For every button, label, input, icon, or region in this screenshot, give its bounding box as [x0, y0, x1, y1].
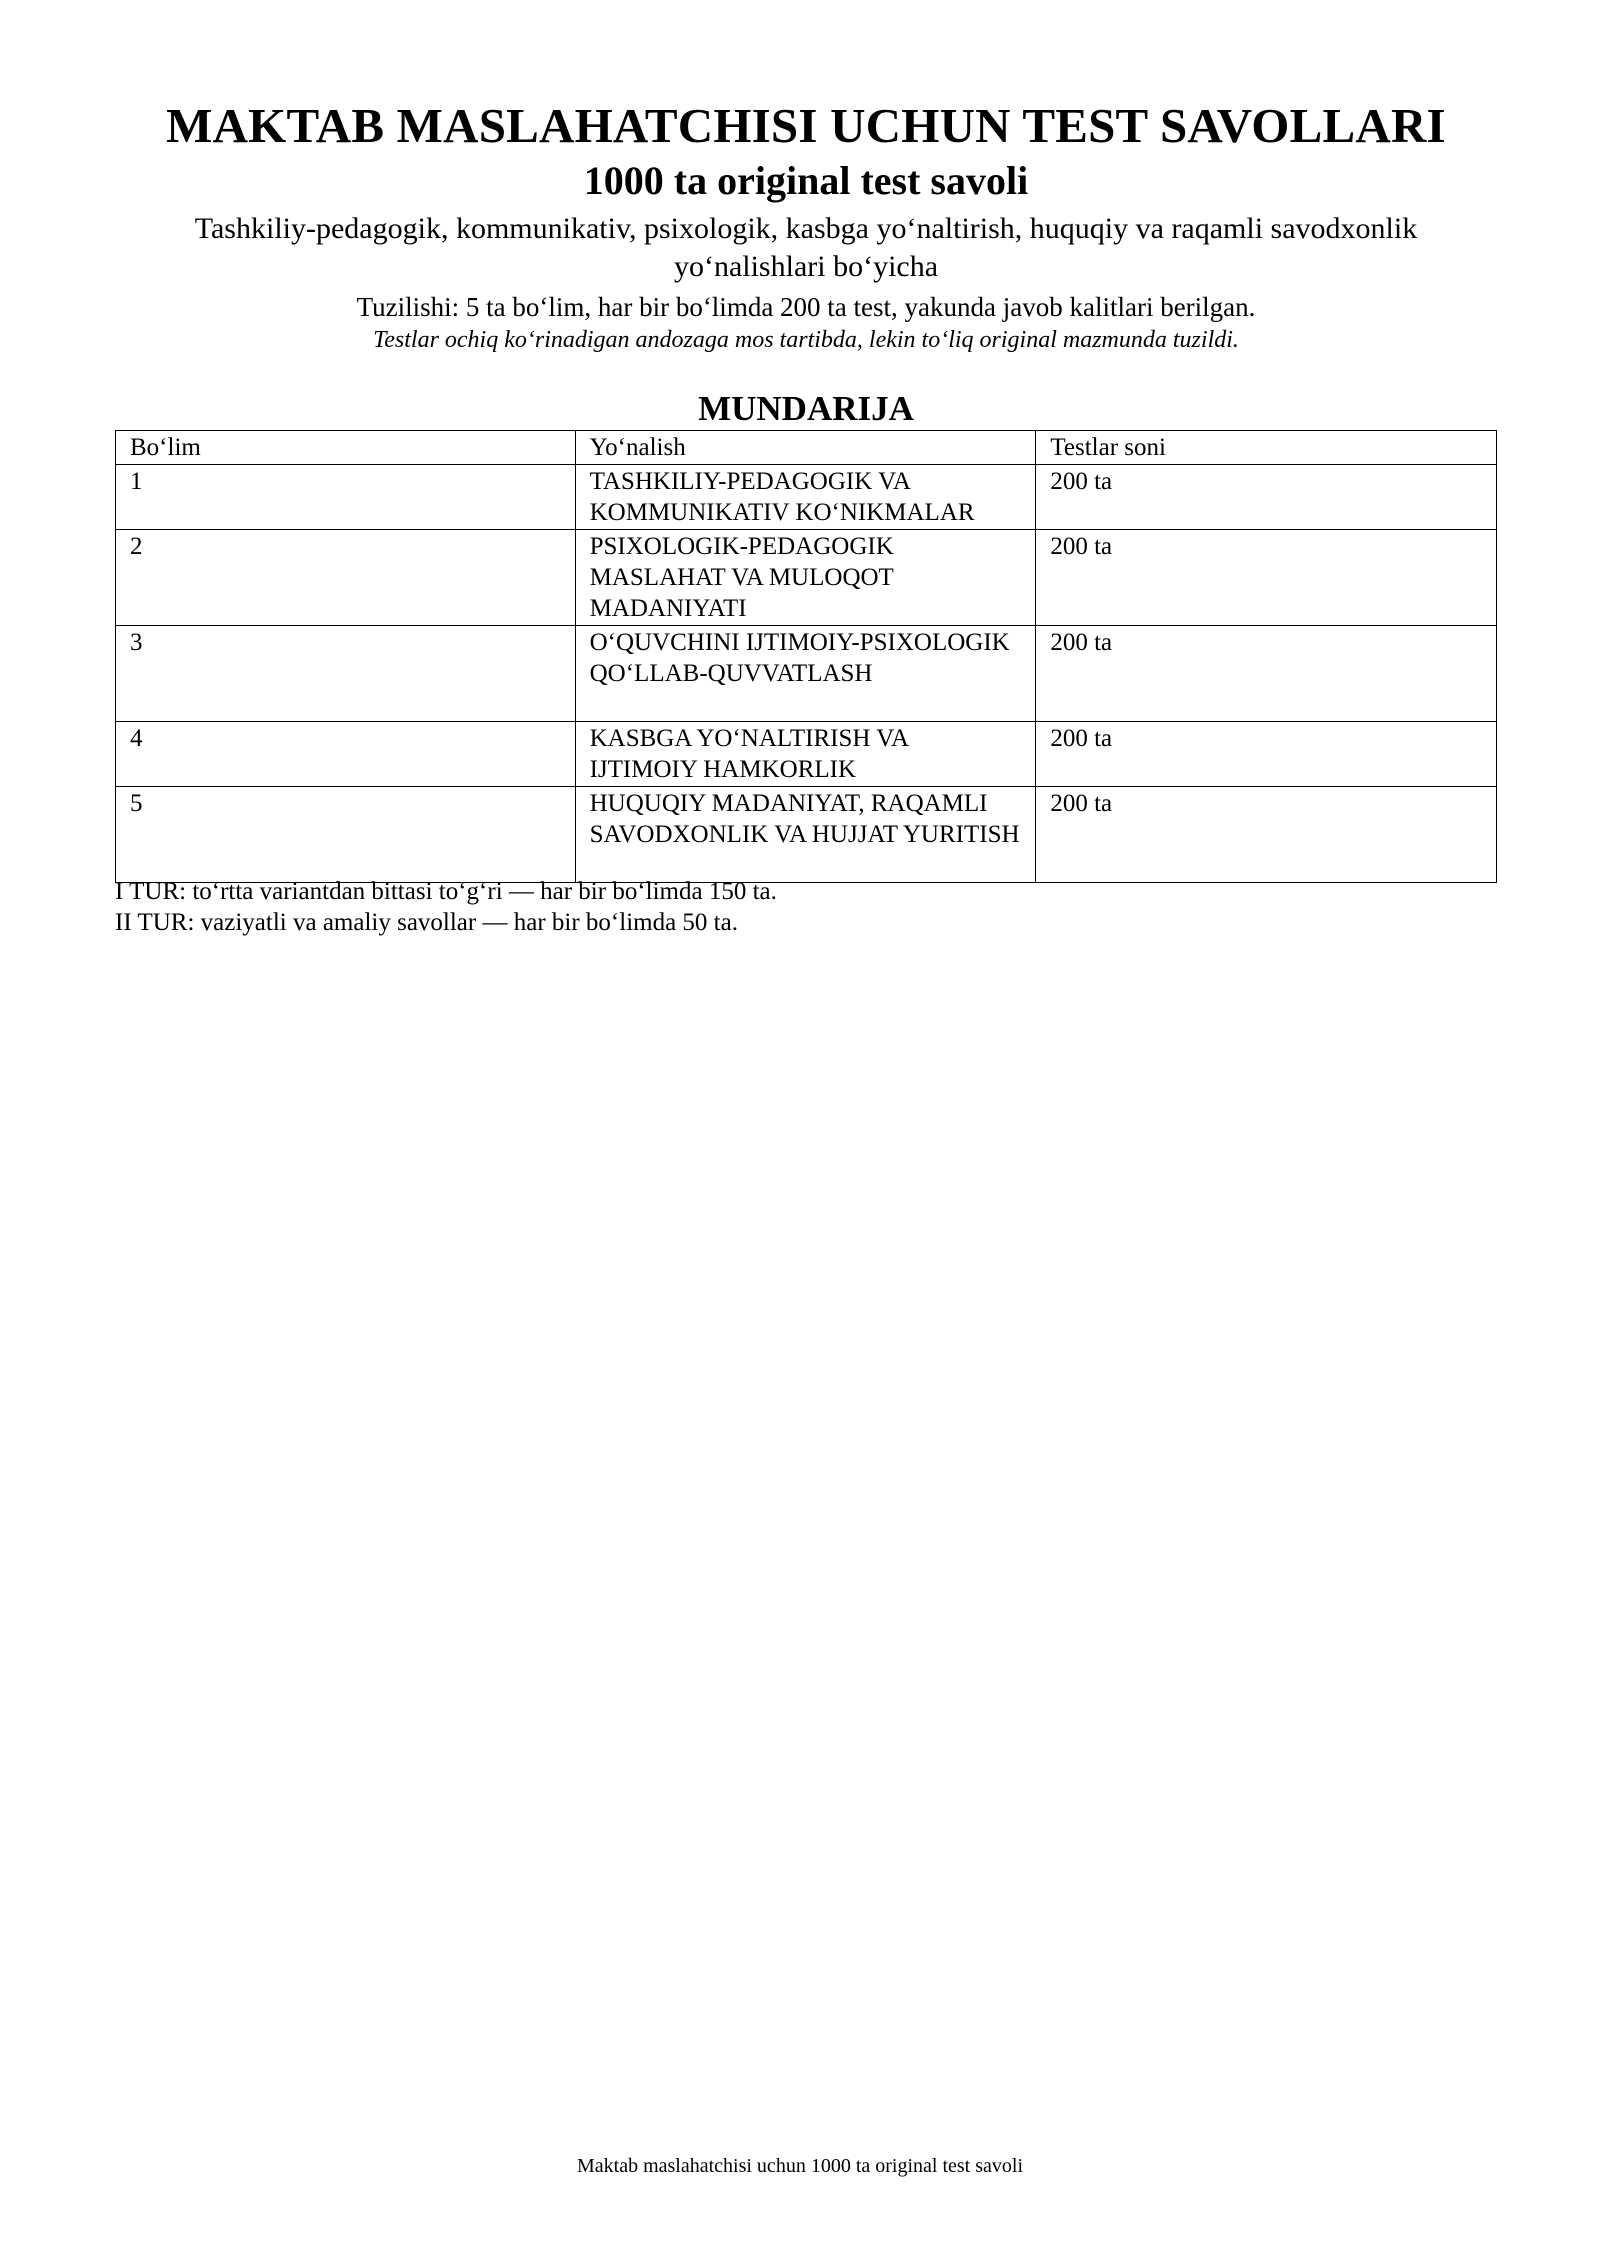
document-structure-note: Tuzilishi: 5 ta bo‘lim, har bir bo‘limda 200 ta test, yakunda javob kalitlari berilgan.	[356, 292, 1256, 322]
document-title: MAKTAB MASLAHATCHISI UCHUN TEST SAVOLLARI	[166, 98, 1446, 153]
direction-cell: O‘QUVCHINI IJTIMOIY-PSIXOLOGIK QO‘LLAB-QUVVATLASH	[575, 626, 1036, 722]
section-number-cell: 1	[116, 465, 576, 530]
table-row	[116, 787, 1497, 883]
column-header-direction: Yo‘nalish	[575, 431, 1036, 465]
page-footer: Maktab maslahatchisi uchun 1000 ta original test savoli	[576, 2155, 1023, 2177]
direction-cell: HUQUQIY MADANIYAT, RAQAMLI SAVODXONLIK VA HUJJAT YURITISH	[575, 787, 1036, 883]
table-row	[116, 465, 1497, 530]
test-count-cell: 200 ta	[1036, 722, 1497, 787]
table-of-contents	[115, 430, 1497, 883]
document-italic-note: Testlar ochiq ko‘rinadigan andozaga mos tartibda, lekin to‘liq original mazmunda tuzildi.	[373, 327, 1239, 353]
document-description: Tashkiliy-pedagogik, kommunikativ, psixologik, kasbga yo‘naltirish, huquqiy va raqamli savodxonlik yo‘nalishlari bo‘yicha	[194, 212, 1418, 283]
column-header-section: Bo‘lim	[116, 431, 576, 465]
test-count-cell: 200 ta	[1036, 787, 1497, 883]
round-two-note: II TUR: vaziyatli va amaliy savollar — har bir bo‘limda 50 ta.	[115, 909, 738, 936]
direction-cell: PSIXOLOGIK-PEDAGOGIK MASLAHAT VA MULOQOT MADANIYATI	[575, 530, 1036, 626]
direction-cell: KASBGA YO‘NALTIRISH VA IJTIMOIY HAMKORLIK	[575, 722, 1036, 787]
section-number-cell: 4	[116, 722, 576, 787]
table-of-contents-heading: MUNDARIJA	[698, 389, 914, 428]
test-count-cell: 200 ta	[1036, 530, 1497, 626]
document-subtitle: 1000 ta original test savoli	[583, 158, 1029, 203]
table-row	[116, 530, 1497, 626]
section-number-cell: 2	[116, 530, 576, 626]
round-one-note: I TUR: to‘rtta variantdan bittasi to‘g‘ri — har bir bo‘limda 150 ta.	[115, 878, 777, 905]
test-count-cell: 200 ta	[1036, 465, 1497, 530]
table-row	[116, 626, 1497, 722]
test-rounds-notes	[115, 876, 777, 938]
document-header	[115, 96, 1497, 355]
table-row	[116, 722, 1497, 787]
direction-cell: TASHKILIY-PEDAGOGIK VA KOMMUNIKATIV KO‘NIKMALAR	[575, 465, 1036, 530]
section-number-cell: 3	[116, 626, 576, 722]
test-count-cell: 200 ta	[1036, 626, 1497, 722]
table-header-row	[116, 431, 1497, 465]
column-header-count: Testlar soni	[1036, 431, 1497, 465]
section-number-cell: 5	[116, 787, 576, 883]
